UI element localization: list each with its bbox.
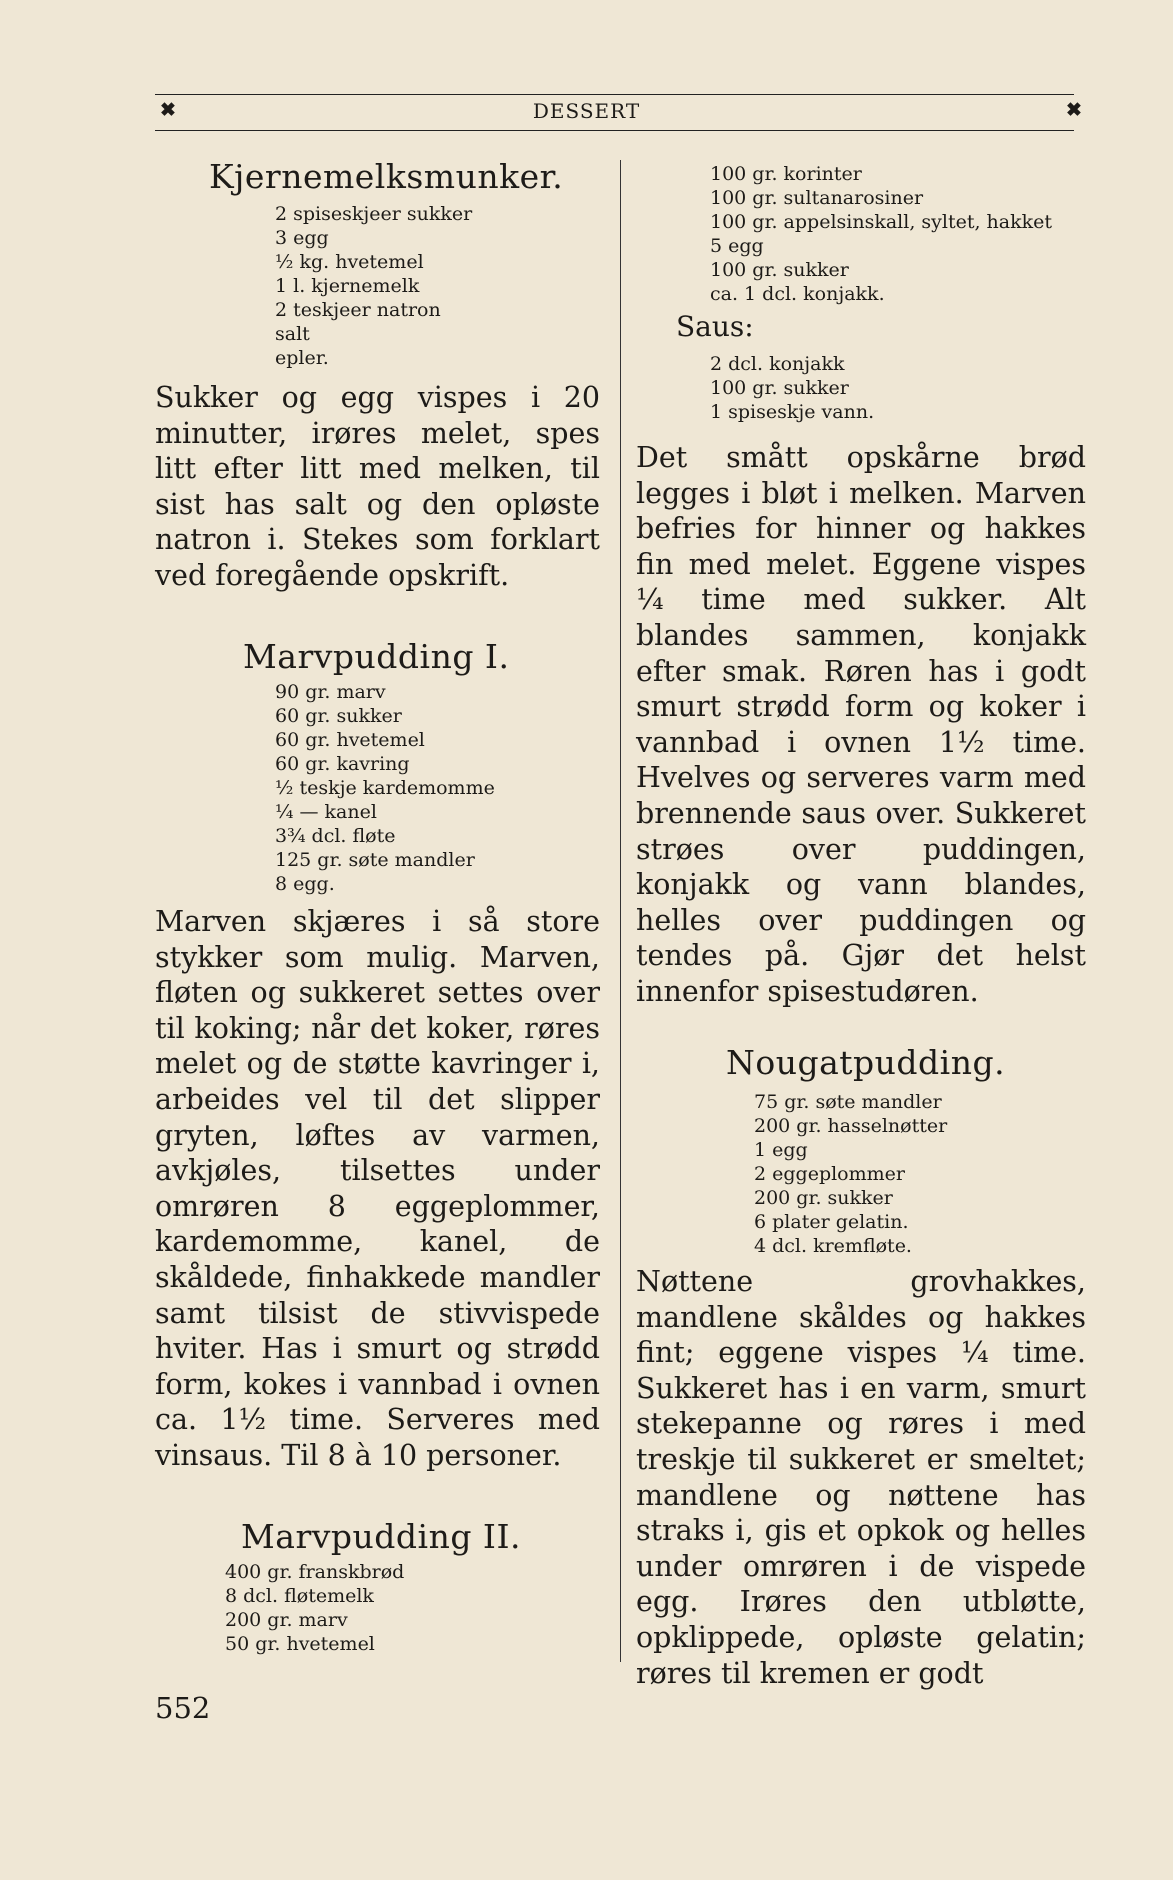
ingredient-line: 100 gr. sultanarosiner	[710, 187, 924, 209]
page-number: 552	[155, 1691, 211, 1725]
ingredient-line: 1 egg	[754, 1139, 808, 1161]
ingredients-nougatpudding	[754, 1090, 947, 1258]
ingredient-line: 200 gr. marv	[225, 1609, 348, 1631]
ingredient-line: ¼ — kanel	[275, 801, 377, 823]
ingredient-line: 200 gr. sukker	[754, 1187, 893, 1209]
ingredient-line: 1 l. kjernemelk	[275, 275, 420, 297]
ornament-right: ✖	[1066, 99, 1082, 121]
ingredient-line: 2 dcl. konjakk	[710, 353, 845, 375]
ingredient-line: 400 gr. franskbrød	[225, 1561, 405, 1583]
ingredient-line: ½ kg. hvetemel	[275, 251, 424, 273]
method-kjernemelksmunker: Sukker og egg vispes i 20 minutter, irøres melet, spes litt efter litt med melken, til sist has salt og den opløste natron i. Stekes som forklart ved foregående opskrift.	[155, 381, 600, 592]
ingredient-line: 3 egg	[275, 227, 329, 249]
ingredient-line: 6 plater gelatin.	[754, 1211, 909, 1233]
ingredient-line: epler.	[275, 347, 329, 369]
ornament-left: ✖	[160, 99, 176, 121]
method-marvpudding-2: Det smått opskårne brød legges i bløt i melken. Marven befries for hinner og hakkes fin med melet. Eggene vispes ¼ time med sukker. Alt blandes sammen, konjakk efter smak. Røren has i godt smurt strødd form og koker i vannbad i ovnen 1½ time. Hvelves og serveres varm med brennende saus over. Sukkeret strøes over puddingen, konjakk og vann blandes, helles over puddingen og tendes på. Gjør det helst innenfor spisestudøren.	[636, 441, 1086, 1008]
ingredient-line: 100 gr. sukker	[710, 377, 849, 399]
ingredient-line: 4 dcl. kremfløte.	[754, 1235, 912, 1257]
ingredient-line: 125 gr. søte mandler	[275, 849, 475, 871]
ingredient-line: 90 gr. marv	[275, 681, 386, 703]
ingredient-line: 100 gr. sukker	[710, 259, 849, 281]
ingredient-line: 3¾ dcl. fløte	[275, 825, 396, 847]
recipe-title-nougatpudding: Nougatpudding.	[726, 1043, 1006, 1082]
ingredient-line: 100 gr. appelsinskall, syltet, hakket	[710, 211, 1053, 233]
ingredient-line: 8 egg.	[275, 873, 335, 895]
ingredient-line: 2 spiseskjeer sukker	[275, 203, 473, 225]
ingredient-line: salt	[275, 323, 310, 345]
header-rule-bottom	[155, 130, 1074, 131]
ingredient-line: ½ teskje kardemomme	[275, 777, 495, 799]
ingredients-saus	[710, 352, 874, 424]
ingredients-marvpudding-2-continued	[710, 162, 1052, 306]
ingredient-line: 5 egg	[710, 235, 764, 257]
recipe-title-kjernemelksmunker: Kjernemelksmunker.	[209, 157, 564, 196]
ingredient-line: 8 dcl. fløtemelk	[225, 1585, 374, 1607]
ingredient-line: 50 gr. hvetemel	[225, 1633, 375, 1655]
ingredient-line: 60 gr. hvetemel	[275, 729, 425, 751]
ingredient-line: 2 eggeplommer	[754, 1163, 905, 1185]
ingredient-line: 100 gr. korinter	[710, 163, 862, 185]
ingredient-line: ca. 1 dcl. konjakk.	[710, 283, 885, 305]
header-rule-top	[155, 94, 1074, 95]
running-head: DESSERT	[532, 99, 641, 123]
ingredients-kjernemelksmunker	[275, 202, 472, 370]
recipe-title-marvpudding-1: Marvpudding I.	[243, 637, 510, 676]
ingredient-line: 2 teskjeer natron	[275, 299, 441, 321]
ingredient-line: 200 gr. hasselnøtter	[754, 1115, 948, 1137]
ingredient-line: 75 gr. søte mandler	[754, 1091, 942, 1113]
sauce-title: Saus:	[676, 310, 754, 343]
column-divider	[620, 160, 621, 1662]
ingredients-marvpudding-1	[275, 680, 495, 896]
recipe-title-marvpudding-2: Marvpudding II.	[241, 1517, 521, 1556]
method-nougatpudding: Nøttene grovhakkes, mandlene skåldes og hakkes fint; eggene vispes ¼ time. Sukkeret has i en varm, smurt stekepanne og røres i med treskje til sukkeret er smeltet; mandlene og nøttene has straks i, gis et opkok og helles under omrøren i de vispede egg. Irøres den utbløtte, opklippede, opløste gelatin; røres til kremen er godt	[636, 1265, 1086, 1690]
ingredient-line: 1 spiseskje vann.	[710, 401, 875, 423]
ingredient-line: 60 gr. kavring	[275, 753, 410, 775]
method-marvpudding-1: Marven skjæres i så store stykker som mulig. Marven, fløten og sukkeret settes over til koking; når det koker, røres melet og de støtte kavringer i, arbeides vel til det slipper gryten, løftes av varmen, avkjøles, tilsettes under omrøren 8 eggeplommer, kardemomme, kanel, de skåldede, finhakkede mandler samt tilsist de stivvispede hviter. Has i smurt og strødd form, kokes i vannbad i ovnen ca. 1½ time. Serveres med vinsaus. Til 8 à 10 personer.	[155, 905, 600, 1472]
ingredients-marvpudding-2	[225, 1560, 404, 1656]
ingredient-line: 60 gr. sukker	[275, 705, 402, 727]
